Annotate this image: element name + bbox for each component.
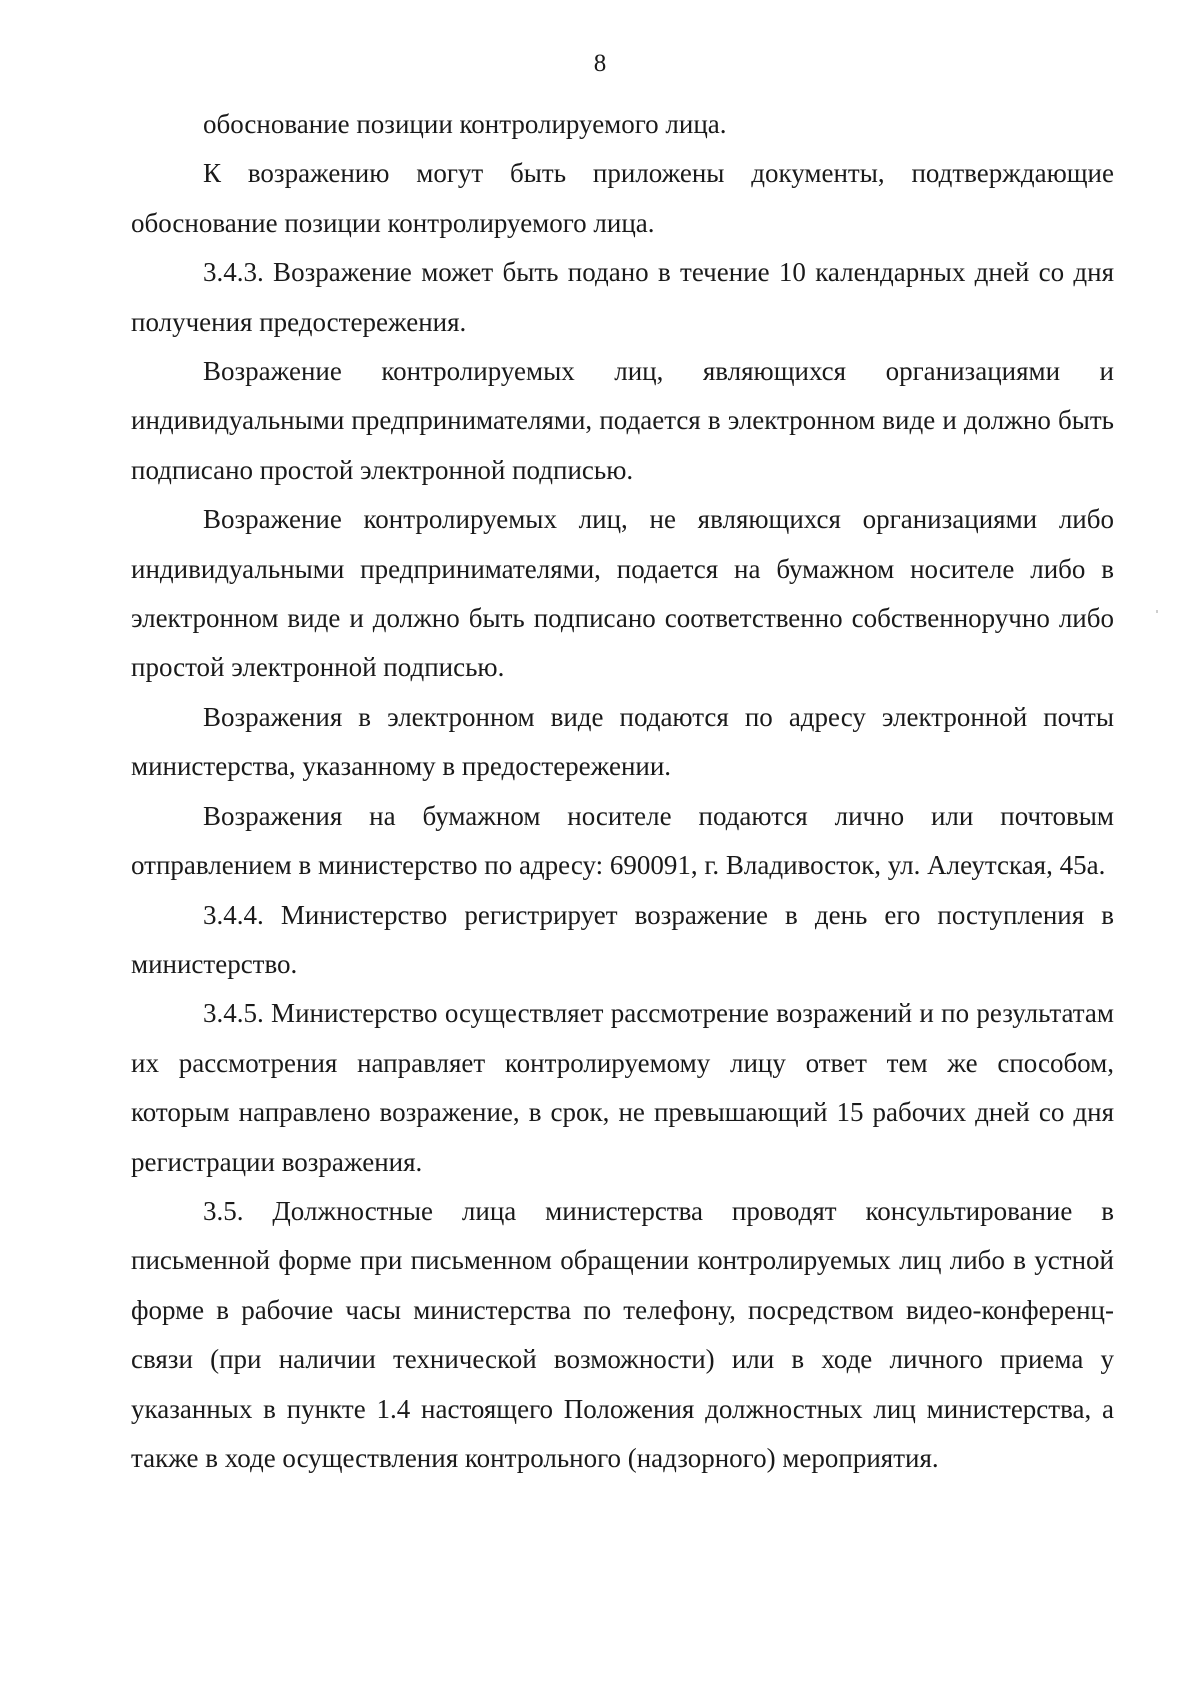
paragraph-2: К возражению могут быть приложены документы, подтверждающие обоснование позиции контролируемого лица. [131,158,1114,238]
page-number: 8 [593,50,607,77]
paragraph-3: 3.4.3. Возражение может быть подано в течение 10 календарных дней со дня получения предостережения. [131,257,1114,337]
paragraph-9: 3.4.5. Министерство осуществляет рассмотрение возражений и по результатам их рассмотрения направляет контролируемому лицу ответ тем же способом, которым направлено возражение, в срок, не превышающий 15 рабочих дней со дня регистрации возражения. [131,998,1114,1177]
paragraph-10: 3.5. Должностные лица министерства проводят консультирование в письменной форме при письменном обращении контролируемых лиц либо в устной форме в рабочие часы министерства по телефону, посредством видео-конференц-связи (при наличии технической возможности) или в ходе личного приема у указанных в пункте 1.4 настоящего Положения должностных лиц министерства, а также в ходе осуществления контрольного (надзорного) мероприятия. [131,1195,1114,1473]
document-body [131,100,1114,1483]
paragraph-1: обоснование позиции контролируемого лица. [203,109,727,139]
paragraph-8: 3.4.4. Министерство регистрирует возражение в день его поступления в министерство. [131,899,1114,979]
paragraph-7: Возражения на бумажном носителе подаются лично или почтовым отправлением в министерство по адресу: 690091, г. Владивосток, ул. Алеутская, 45а. [131,800,1114,881]
paragraph-4: Возражение контролируемых лиц, являющихся организациями и индивидуальными предпринимателями, подается в электронном виде и должно быть подписано простой электронной подписью. [131,356,1114,485]
paragraph-5: Возражение контролируемых лиц, не являющихся организациями либо индивидуальными предпринимателями, подается на бумажном носителе либо в электронном виде и должно быть подписано соответственно собственноручно либо простой электронной подписью. [131,504,1114,683]
scan-speck [1156,610,1158,613]
paragraph-6: Возражения в электронном виде подаются по адресу электронной почты министерства, указанному в предостережении. [131,701,1114,782]
